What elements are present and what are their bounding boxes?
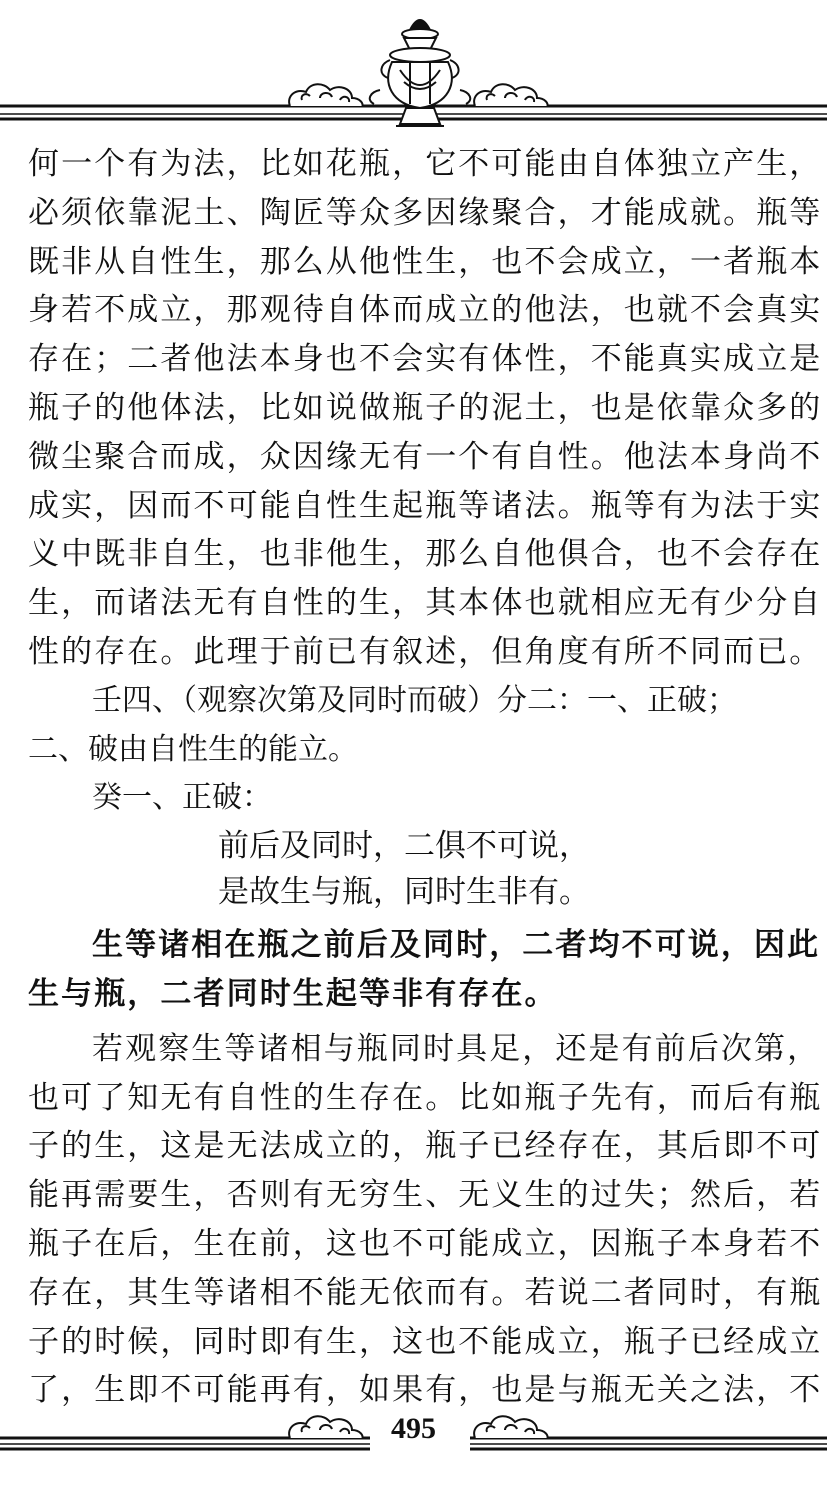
text-line: 瓶子的他体法，比如说做瓶子的泥土，也是依靠众多的 [28,389,823,426]
text-line: 性的存在。此理于前已有叙述，但角度有所不同而已。 [28,633,823,670]
text-line: 存在；二者他法本身也不会实有体性，不能真实成立是 [28,341,823,378]
paragraph-2 [28,1025,823,1415]
treasure-vase-icon [370,20,471,126]
text-line: 微尘聚合而成，众因缘无有一个有自性。他法本身尚不 [28,438,823,475]
text-line: 了，生即不可能再有，如果有，也是与瓶无关之法，不 [28,1372,823,1409]
summary-line: 生与瓶，二者同时生起等非有存在。 [28,975,558,1012]
text-line: 身若不成立，那观待自体而成立的他法，也就不会真实 [28,292,823,329]
text-line: 瓶子在后，生在前，这也不可能成立，因瓶子本身若不 [28,1225,823,1262]
verse-summary [28,921,821,1019]
text-line: 义中既非自生，也非他生，那么自他俱合，也不会存在 [28,536,823,573]
sub-heading: 癸一、正破： [92,780,272,816]
verse-block [28,823,818,915]
verse-line: 是故生与瓶，同时生非有。 [218,874,590,911]
cloud-ornament-left-icon [289,84,362,106]
verse-line: 前后及同时，二俱不可说， [218,828,590,865]
text-line: 也可了知无有自性的生存在。比如瓶子先有，而后有瓶 [28,1079,823,1116]
text-line: 成实，因而不可能自性生起瓶等诸法。瓶等有为法于实 [28,487,823,524]
text-line: 既非从自性生，那么从他性生，也不会成立，一者瓶本 [28,243,823,280]
heading-line: 二、破由自性生的能立。 [28,731,358,767]
page-number: 495 [391,1412,436,1445]
section-heading [28,677,818,775]
paragraph-1 [28,140,823,677]
heading-line: 壬四、（观察次第及同时而破）分二：一、正破； [92,682,737,718]
page-body [28,140,823,1415]
text-line: 必须依靠泥土、陶匠等众多因缘聚合，才能成就。瓶等 [28,194,823,231]
cloud-ornament-right-icon [474,84,547,106]
text-line: 存在，其生等诸相不能无依而有。若说二者同时，有瓶 [28,1274,823,1311]
text-line: 子的时候，同时即有生，这也不能成立，瓶子已经成立 [28,1323,823,1360]
text-line: 生，而诸法无有自性的生，其本体也就相应无有少分自 [28,585,823,622]
summary-line: 生等诸相在瓶之前后及同时，二者均不可说，因此 [92,927,821,964]
text-line: 能再需要生，否则有无穷生、无义生的过失；然后，若 [28,1177,823,1214]
header-ornament [0,0,827,135]
text-line: 何一个有为法，比如花瓶，它不可能由自体独立产生， [28,146,823,182]
text-line: 若观察生等诸相与瓶同时具足，还是有前后次第， [92,1030,821,1067]
text-line: 子的生，这是无法成立的，瓶子已经存在，其后即不可 [28,1128,823,1165]
